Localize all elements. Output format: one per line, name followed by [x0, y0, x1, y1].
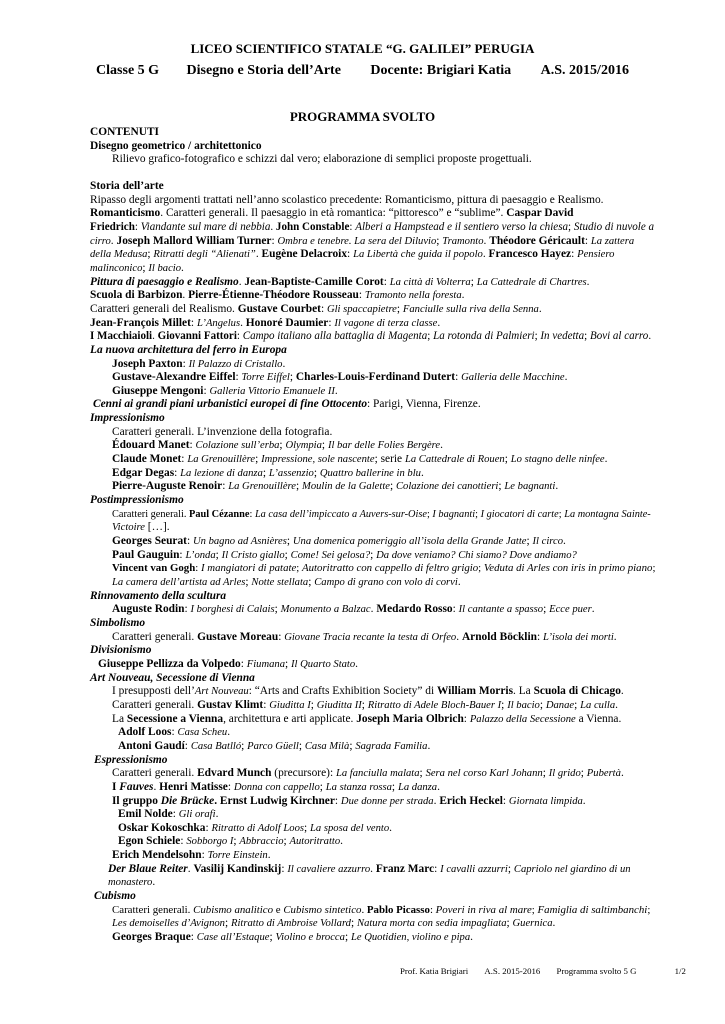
teacher-label: Docente: Brigiari Katia — [370, 63, 512, 78]
list-item: Edgar Degas: La lezione di danza; L’assenzio; Quattro ballerine in blu. — [112, 466, 424, 479]
urban-plans-line: Cenni ai grandi piani urbanistici europei di fine Ottocento: Parigi, Vienna, Firenze. — [93, 398, 481, 411]
list-item: Édouard Manet: Colazione sull’erba; Olympia; Il bar delle Folies Bergère. — [112, 439, 443, 452]
list-item: Joseph Paxton: Il Palazzo di Cristallo. — [112, 357, 286, 370]
list-item: Oskar Kokoschka: Ritratto di Adolf Loos; La sposa del vento. — [118, 821, 393, 834]
section-heading-divisionismo: Divisionismo — [90, 644, 152, 657]
disegno-text: Rilievo grafico-fotografico e schizzi dal vero; elaborazione di semplici proposte progettuali. — [112, 153, 532, 166]
paragraph-line: malinconico; Il bacio. — [90, 261, 184, 274]
list-item: Victoire […]. — [112, 521, 170, 534]
section-heading-contenuti: CONTENUTI — [90, 126, 159, 138]
list-item: Giuseppe Mengoni: Galleria Vittorio Emanuele II. — [112, 384, 338, 397]
section-heading-rinnovamento: Rinnovamento della scultura — [90, 589, 227, 602]
list-item: Caratteri generali. Gustave Moreau: Giovane Tracia recante la testa di Orfeo. Arnold Böcklin: L’isola dei morti. — [112, 630, 617, 643]
footer-year: A.S. 2015-2016 — [484, 966, 541, 976]
list-item: Adolf Loos: Casa Scheu. — [118, 726, 231, 739]
page-footer — [400, 966, 686, 976]
section-heading-art-nouveau: Art Nouveau, Secessione di Vienna — [90, 671, 255, 684]
list-item: Caratteri generali. Paul Cézanne: La casa dell’impiccato a Auvers-sur-Oise; I bagnanti; I giocatori di carte; La montagna Sainte- — [112, 508, 651, 520]
list-item: La camera dell’artista ad Arles; Notte stellata; Campo di grano con volo di corvi. — [112, 576, 461, 588]
list-item: Antoni Gaudí: Casa Batlló; Parco Güell; Casa Milà; Sagrada Familia. — [118, 739, 431, 752]
section-heading-ferro: La nuova architettura del ferro in Europa — [90, 343, 287, 356]
page-title: PROGRAMMA SVOLTO — [289, 109, 436, 124]
list-item: Gustave-Alexandre Eiffel: Torre Eiffel; Charles-Louis-Ferdinand Dutert: Galleria delle Macchine. — [112, 371, 568, 384]
subject-label: Disegno e Storia dell’Arte — [186, 63, 341, 78]
section-heading-simbolismo: Simbolismo — [90, 616, 146, 629]
list-item: I presupposti dell’Art Nouveau: “Arts and Crafts Exhibition Society” di William Morris. La Scuola di Chicago. — [112, 685, 624, 698]
section-heading-cubismo: Cubismo — [94, 890, 136, 903]
list-item: Il gruppo Die Brücke. Ernst Ludwig Kirchner: Due donne per strada. Erich Heckel: Giornata limpida. — [112, 794, 586, 807]
list-item: Caratteri generali. Cubismo analitico e Cubismo sintetico. Pablo Picasso: Poveri in riva al mare; Famiglia di saltimbanchi; — [112, 903, 651, 916]
paragraph-line: Pittura di paesaggio e Realismo. Jean-Baptiste-Camille Corot: La città di Volterra; La Cattedrale di Chartres. — [90, 275, 590, 288]
paragraph-line: Scuola di Barbizon. Pierre-Étienne-Théodore Rousseau: Tramonto nella foresta. — [90, 289, 465, 302]
school-name: LICEO SCIENTIFICO STATALE “G. GALILEI” PERUGIA — [190, 41, 535, 56]
paragraph-line: Friedrich: Viandante sul mare di nebbia. John Constable: Alberi a Hampstead e il sentiero verso la chiesa; Studio di nuvole a — [90, 220, 655, 233]
list-item: La Secessione a Vienna, architettura e arti applicate. Joseph Maria Olbrich: Palazzo della Secessione a Vienna. — [112, 712, 622, 725]
list-item: Claude Monet: La Grenouillère; Impressione, sole nascente; serie La Cattedrale di Rouen; Lo stagno delle ninfee. — [112, 453, 608, 466]
list-item: Der Blaue Reiter. Vasilij Kandinskij: Il cavaliere azzurro. Franz Marc: I cavalli azzurri; Capriolo nel giardino di un — [108, 862, 631, 875]
list-item: monastero. — [108, 876, 156, 889]
section-heading-storia: Storia dell’arte — [90, 179, 164, 192]
class-label: Classe 5 G — [96, 63, 160, 78]
list-item: Egon Schiele: Sobborgo I; Abbraccio; Autoritratto. — [118, 835, 343, 848]
list-item: Georges Seurat: Un bagno ad Asnières; Una domenica pomeriggio all’isola della Grande Jatte; Il circo. — [112, 535, 566, 548]
list-item: Caratteri generali. Edvard Munch (precursore): La fanciulla malata; Sera nel corso Karl Johann; Il grido; Pubertà. — [112, 767, 624, 780]
footer-author: Prof. Katia Brigiari — [400, 966, 469, 976]
paragraph-line: I Macchiaioli. Giovanni Fattori: Campo italiano alla battaglia di Magenta; La rotonda di Palmieri; In vedetta; Bovi al carro. — [90, 330, 652, 343]
section-heading-espressionismo: Espressionismo — [94, 753, 168, 766]
list-item: Caratteri generali. L’invenzione della fotografia. — [112, 425, 333, 438]
list-item: Les demoiselles d’Avignon; Ritratto di Ambroise Vollard; Natura morta con sedia impagliata; Guernica. — [112, 917, 556, 930]
list-item: Caratteri generali. Gustav Klimt: Giuditta I; Giuditta II; Ritratto di Adele Bloch-Bauer I; Il bacio; Danae; La culla. — [112, 698, 619, 711]
list-item: Georges Braque: Case all’Estaque; Violino e brocca; Le Quotidien, violino e pipa. — [112, 931, 473, 944]
paragraph-line: Romanticismo. Caratteri generali. Il paesaggio in età romantica: “pittoresco” e “sublime”. Caspar David — [90, 207, 574, 220]
list-item: Pierre-Auguste Renoir: La Grenouillère; Moulin de la Galette; Colazione dei canottieri; Le bagnanti. — [112, 480, 559, 493]
list-item: Auguste Rodin: I borghesi di Calais; Monumento a Balzac. Medardo Rosso: Il cantante a spasso; Ecce puer. — [112, 603, 595, 616]
list-item: I Fauves. Henri Matisse: Donna con cappello; La stanza rossa; La danza. — [112, 780, 440, 793]
list-item: Giuseppe Pellizza da Volpedo: Fiumana; Il Quarto Stato. — [98, 657, 359, 670]
list-item: Emil Nolde: Gli orafi. — [118, 808, 219, 821]
paragraph-line: cirro. Joseph Mallord William Turner: Ombra e tenebre. La sera del Diluvio; Tramonto. Théodore Géricault: La zattera — [90, 234, 635, 247]
list-item: Erich Mendelsohn: Torre Einstein. — [112, 849, 271, 862]
school-year-label: A.S. 2015/2016 — [540, 63, 629, 78]
class-info-line — [0, 63, 725, 79]
section-heading-disegno: Disegno geometrico / architettonico — [90, 139, 262, 152]
section-heading-impressionismo: Impressionismo — [90, 412, 165, 425]
section-heading-postimpressionismo: Postimpressionismo — [90, 494, 184, 507]
paragraph-line: della Medusa; Ritratti degli “Alienati”. Eugène Delacroix: La Libertà che guida il popolo. Francesco Hayez: Pensiero — [90, 248, 615, 261]
paragraph-line: Caratteri generali del Realismo. Gustave Courbet: Gli spaccapietre; Fanciulle sulla riva della Senna. — [90, 302, 542, 315]
list-item: Vincent van Gogh: I mangiatori di patate; Autoritratto con cappello di feltro grigio; Veduta di Arles con iris in primo piano; — [112, 562, 656, 575]
program-body — [90, 126, 656, 945]
ripasso-text: Ripasso degli argomenti trattati nell’anno scolastico precedente: Romanticismo, pittura di paesaggio e Realismo. — [90, 193, 604, 206]
paragraph-line: Jean-François Millet: L’Angelus. Honoré Daumier: Il vagone di terza classe. — [90, 316, 441, 329]
footer-doc-title: Programma svolto 5 G — [556, 966, 637, 976]
page-number: 1/2 — [674, 966, 686, 976]
list-item: Paul Gauguin: L’onda; Il Cristo giallo; Come! Sei gelosa?; Da dove veniamo? Chi siamo? Dove andiamo? — [112, 548, 577, 561]
